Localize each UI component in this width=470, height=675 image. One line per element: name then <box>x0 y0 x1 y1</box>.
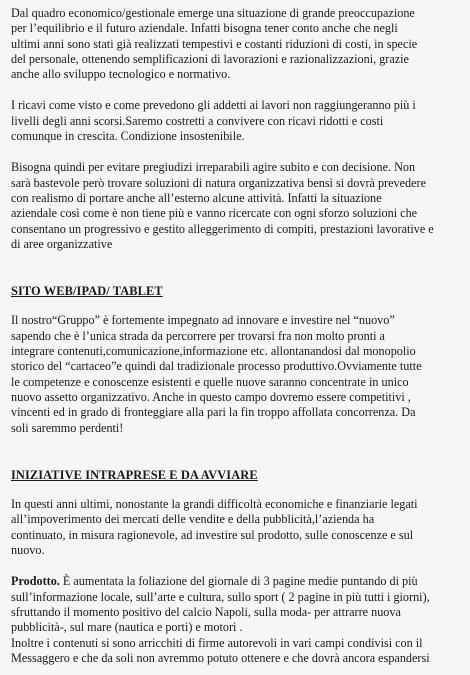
text-line: Inoltre i contenuti si sono arricchiti di firme autorevoli in vari campi condivisi con il <box>11 635 423 650</box>
text-line: soli saremmo perdenti! <box>11 420 124 435</box>
paragraph-investments <box>11 497 458 558</box>
text-line: sfruttando il momento positivo del calcio Napoli, sulla moda- per attrarre nuova <box>11 604 401 619</box>
text-line: pubblicità-, sul mare (nautica e porti) e motori . <box>11 620 243 635</box>
section-heading-web: SITO WEB/IPAD/ TABLET <box>11 284 163 299</box>
text-line: per l’equilibrio e il futuro aziendale. Infatti bisogna tener conto anche che negli <box>11 21 398 36</box>
product-lead: Prodotto. <box>11 574 60 589</box>
text-line: sull’informazione locale, sull’arte e cultura, sullo sport ( 2 pagine in più tutti i giorni), <box>11 589 430 604</box>
text-line: I ricavi come visto e come prevedono gli addetti ai lavori non raggiungeranno più i <box>11 98 416 113</box>
text-line: integrare contenuti,comunicazione,informazione etc. allontanandosi dal monopolio <box>11 344 416 359</box>
text-line: In questi anni ultimi, nonostante la grandi difficoltà economiche e finanziarie legati <box>11 497 418 512</box>
text-line: di aree organizzative <box>11 236 113 251</box>
paragraph-digital-group <box>11 313 458 435</box>
text-line: Bisogna quindi per evitare pregiudizi irreparabili agire subito e con decisione. Non <box>11 160 416 175</box>
text-line: sarà bastevole però trovare soluzioni di natura organizzativa bensì si dovrà prevedere <box>11 175 426 190</box>
text-line: continuato, in misura ragionevole, ad investire sul prodotto, sulle conoscenze e sul <box>11 527 414 542</box>
text-line: all’impoverimento dei mercati delle vendite e della pubblicità,l’azienda ha <box>11 512 375 527</box>
paragraph-decisions <box>11 160 458 252</box>
text-line: comunque in crescita. Condizione insostenibile. <box>11 129 245 144</box>
text-line: storico del “cartaceo”e quindi dal tradizionale processo produttivo.Ovviamente tutte <box>11 359 422 374</box>
paragraph-product <box>11 574 458 666</box>
text-line <box>11 574 458 589</box>
text-line: le competenze e conoscenze esistenti e quelle nuove saranno concentrate in unico <box>11 374 409 389</box>
text-line: Dal quadro economico/gestionale emerge una situazione di grande preoccupazione <box>11 6 415 20</box>
text-line: Messaggero e che da soli non avremmo potuto ottenere e che dovrà ancora espandersi <box>11 650 430 665</box>
text-line: ultimi anni sono stati già realizzati tempestivi e costanti riduzioni di costi, in specie <box>11 36 418 51</box>
text-line: con realismo di portare anche all’esterno alcune attività. Infatti la situazione <box>11 190 382 205</box>
paragraph-economic-situation <box>11 6 458 82</box>
text-line: livelli degli anni scorsi.Saremo costretti a convivere con ricavi ridotti e costi <box>11 113 384 128</box>
text-line: Il nostro“Gruppo” è fortemente impegnato ad innovare e investire nel “nuovo” <box>11 313 395 328</box>
text-line: sapendo che è l’unica strada da percorrere per trovarsi fra non molto pronti a <box>11 328 385 343</box>
text-line: aziendale così come è non tiene più e vanno ricercate con ogni sforzo soluzioni che <box>11 206 418 221</box>
text-line: del personale, ottenendo semplificazioni di lavorazioni e razionalizzazioni, grazie <box>11 51 409 66</box>
text-line: consentano un progressivo e gestito alleggerimento di compiti, prestazioni lavorative e <box>11 221 434 236</box>
text-line: vincenti ed in grado di fronteggiare alla pari la fin troppo affollata concorrenza. Da <box>11 405 416 420</box>
paragraph-revenues <box>11 98 458 144</box>
product-text: È aumentata la foliazione del giornale di 3 pagine medie puntando di più <box>59 574 418 589</box>
text-line: nuovo assetto organizzativo. Anche in questo campo dovremo essere competitivi , <box>11 389 411 404</box>
text-line: anche allo sviluppo tecnologico e normativo. <box>11 67 231 82</box>
section-heading-initiatives: INIZIATIVE INTRAPRESE E DA AVVIARE <box>11 467 258 482</box>
text-line: nuovo. <box>11 543 45 558</box>
